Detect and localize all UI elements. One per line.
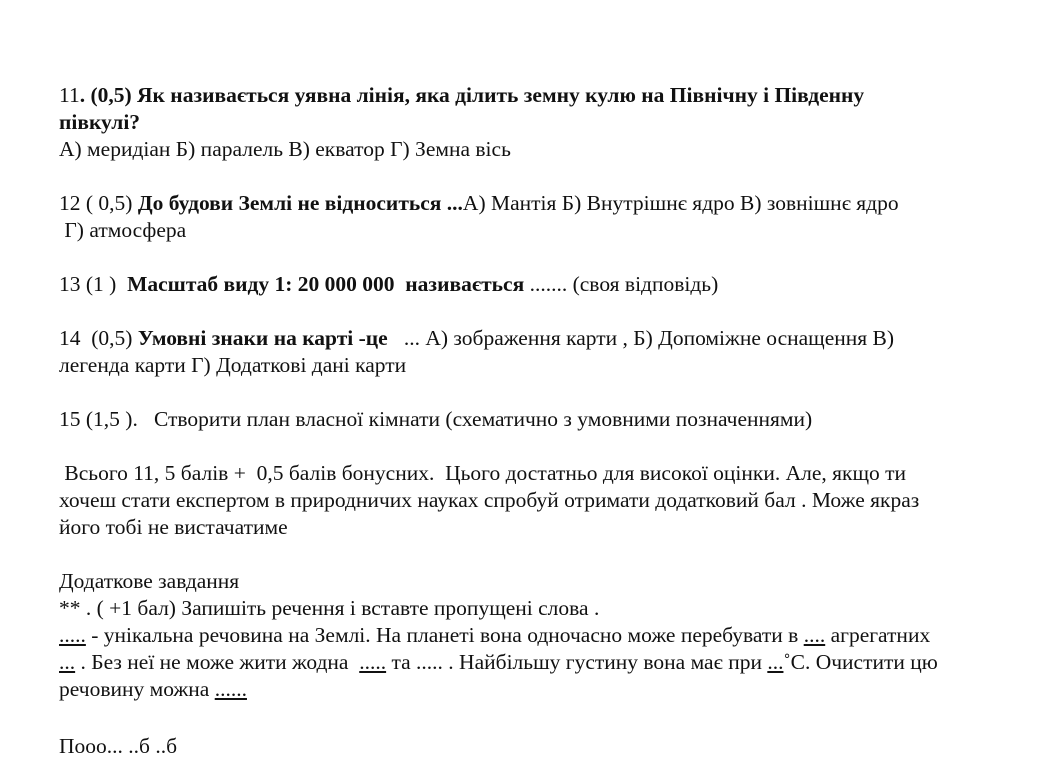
q12-question: До будови Землі не відноситься ... <box>137 191 463 215</box>
blank-4: ..... <box>359 650 387 674</box>
q13-prefix: 13 (1 ) <box>59 272 128 296</box>
blank-3: ... <box>59 650 76 674</box>
q11-question: . (0,5) Як називається уявна лінія, яка ділить земну кулю на Північну і Південну <box>79 83 865 107</box>
q15-line: 15 (1,5 ). Створити план власної кімнати (схематично з умовними позначеннями) <box>59 407 813 431</box>
q13-suffix: ....... (своя відповідь) <box>524 272 719 296</box>
q14-question: Умовні знаки на карті -це <box>137 326 388 350</box>
q14-answers-1: ... А) зображення карти , Б) Допоміжне оснащення В) <box>387 326 895 350</box>
cutoff-line: Пооо... ..б ..б <box>59 734 178 758</box>
extra-title: Додаткове завдання <box>59 569 240 593</box>
q14-prefix: 14 (0,5) <box>59 326 138 350</box>
q11-number: 11 <box>59 83 80 107</box>
q14-answers-2: легенда карти Г) Додаткові дані карти <box>59 353 407 377</box>
extra-sentence-2: ... . Без неї не може жити жодна ..... та ..... . Найбільшу густину вона має при ...˚С. Очистити цю <box>59 650 938 674</box>
blank-6: ...... <box>214 677 247 701</box>
blank-2: .... <box>803 623 826 647</box>
q11-answers: А) меридіан Б) паралель В) екватор Г) Земна вісь <box>59 137 511 161</box>
blank-1: ..... <box>59 623 86 647</box>
q12-prefix: 12 ( 0,5) <box>59 191 138 215</box>
q13-question: Масштаб виду 1: 20 000 000 називається <box>127 272 525 296</box>
extra-task: ** . ( +1 бал) Запишіть речення і вставте пропущені слова . <box>59 596 600 620</box>
q12-answers-1: А) Мантія Б) Внутрішнє ядро В) зовнішнє ядро <box>462 191 899 215</box>
q11-question-cont: півкулі? <box>59 110 141 134</box>
worksheet <box>59 82 1049 703</box>
extra-sentence-1: ..... - унікальна речовина на Землі. На планеті вона одночасно може перебувати в .... агрегатних <box>59 623 931 647</box>
q11-line2 <box>59 109 1049 136</box>
extra-sentence-3: речовину можна ...... <box>59 677 247 701</box>
q11-line1 <box>59 82 1049 109</box>
blank-5: ... <box>767 650 784 674</box>
summary-line3: його тобі не вистачатиме <box>59 515 288 539</box>
summary-line2: хочеш стати експертом в природничих науках спробуй отримати додатковий бал . Може якраз <box>59 488 920 512</box>
q12-line1 <box>59 190 1049 217</box>
summary-line1: Всього 11, 5 балів + 0,5 балів бонусних. Цього достатньо для високої оцінки. Але, якщо ти <box>59 461 907 485</box>
q14-line1 <box>59 325 1049 352</box>
q12-answers-2: Г) атмосфера <box>59 218 187 242</box>
q13-line <box>59 271 1049 298</box>
